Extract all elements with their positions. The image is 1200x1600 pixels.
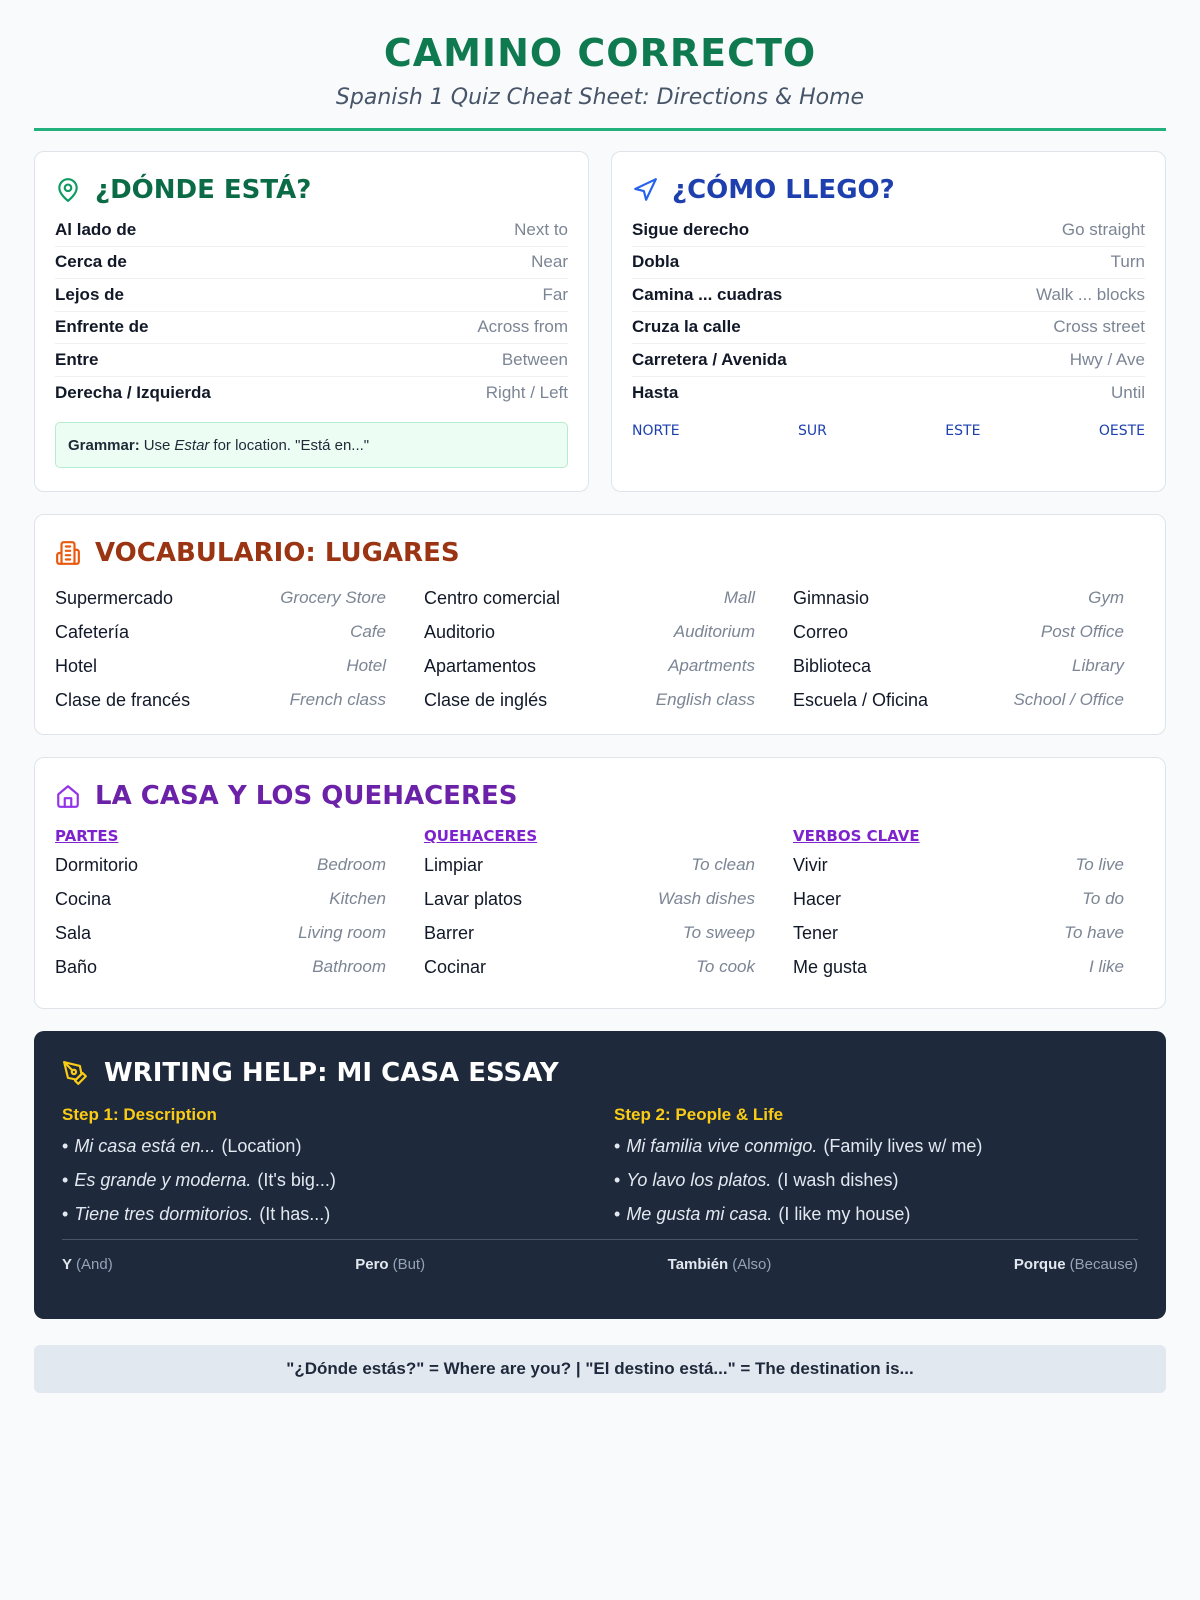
term-en: Bedroom (317, 855, 386, 874)
list-item (614, 1163, 1126, 1197)
list-item (55, 615, 386, 649)
term-es: Cerca de (55, 252, 127, 272)
phrase-es: Yo lavo los platos. (626, 1169, 772, 1190)
lugares-column (793, 581, 1124, 717)
writing-heading (62, 1057, 1138, 1089)
list-item (614, 1129, 1126, 1163)
grammar-post: for location. "Está en..." (213, 436, 370, 454)
list-item (55, 377, 568, 410)
bullet-dot: • (62, 1203, 69, 1224)
term-en: French class (289, 690, 386, 709)
grammar-label: Grammar: (68, 436, 140, 454)
casa-card (34, 757, 1166, 1009)
term-en: To sweep (682, 923, 755, 942)
phrase-es: Tiene tres dormitorios. (74, 1203, 254, 1224)
donde-heading (55, 174, 568, 206)
column-heading: PARTES (55, 827, 119, 845)
list-item (793, 683, 1124, 717)
lugares-card (34, 514, 1166, 735)
phrase-es: Es grande y moderna. (74, 1169, 252, 1190)
term-es: Lavar platos (424, 888, 523, 909)
connector-item (62, 1256, 113, 1273)
compass-east: ESTE (945, 423, 981, 439)
list-item (632, 312, 1145, 345)
term-es: Entre (55, 349, 99, 369)
list-item (424, 882, 755, 916)
term-en: Until (1110, 382, 1145, 402)
term-en: To live (1075, 855, 1124, 874)
phrase-es: Mi familia vive conmigo. (626, 1135, 818, 1156)
connector-en: (Also) (732, 1256, 772, 1273)
term-en: Cross street (1053, 317, 1145, 337)
como-heading (632, 174, 1145, 206)
writing-title: WRITING HELP: MI CASA ESSAY (104, 1058, 559, 1088)
grammar-note (55, 422, 568, 468)
term-en: Post Office (1040, 622, 1124, 641)
term-es: Apartamentos (424, 655, 537, 676)
term-en: Across from (477, 317, 568, 337)
term-en: Go straight (1061, 219, 1145, 239)
term-en: English class (655, 690, 755, 709)
list-item (55, 950, 386, 984)
list-item (632, 279, 1145, 312)
casa-heading (55, 780, 1145, 812)
casa-column-verbos (793, 812, 1124, 984)
term-es: Centro comercial (424, 587, 561, 608)
list-item (55, 916, 386, 950)
term-en: To clean (691, 855, 755, 874)
step-1 (62, 1105, 574, 1231)
top-row (34, 151, 1166, 492)
term-es: Carretera / Avenida (632, 349, 787, 369)
list-item (424, 950, 755, 984)
pen-tool-icon (62, 1060, 88, 1086)
map-pin-icon (55, 177, 81, 203)
step-2 (614, 1105, 1126, 1231)
bullet-dot: • (614, 1203, 621, 1224)
list-item (424, 683, 755, 717)
term-en: Wash dishes (657, 889, 755, 908)
term-es: Dormitorio (55, 854, 139, 875)
lugares-columns (55, 581, 1145, 717)
connector-en: (Because) (1069, 1256, 1138, 1273)
bullet-dot: • (614, 1135, 621, 1156)
term-en: Right / Left (485, 382, 568, 402)
term-es: Hotel (55, 655, 98, 676)
list-item (55, 247, 568, 280)
term-en: Library (1072, 656, 1124, 675)
bullet-dot: • (62, 1135, 69, 1156)
list-item (632, 247, 1145, 280)
term-es: Tener (793, 922, 839, 943)
page-title: CAMINO CORRECTO (383, 31, 817, 75)
term-en: Gym (1088, 588, 1124, 607)
term-en: Near (531, 252, 568, 272)
term-es: Vivir (793, 854, 828, 875)
term-es: Sala (55, 922, 92, 943)
phrase-en: (Family lives w/ me) (823, 1135, 983, 1156)
phrase-es: Mi casa está en... (74, 1135, 216, 1156)
term-es: Escuela / Oficina (793, 689, 929, 710)
term-en: To do (1082, 889, 1124, 908)
compass-north: NORTE (632, 423, 680, 439)
list-item (424, 916, 755, 950)
list-item (424, 649, 755, 683)
term-en: Apartments (668, 656, 755, 675)
step-heading: Step 1: Description (62, 1105, 217, 1124)
bullet-dot: • (614, 1169, 621, 1190)
connector-en: (And) (76, 1256, 113, 1273)
header-divider (34, 128, 1166, 131)
list-item (793, 581, 1124, 615)
column-heading: VERBOS CLAVE (793, 827, 920, 845)
term-en: Bathroom (312, 957, 386, 976)
term-en: Living room (298, 923, 386, 942)
term-es: Derecha / Izquierda (55, 382, 211, 402)
list-item (62, 1129, 574, 1163)
list-item (632, 344, 1145, 377)
compass-directions (632, 423, 1145, 439)
term-es: Al lado de (55, 219, 137, 239)
navigation-arrow-icon (632, 177, 658, 203)
list-item (424, 615, 755, 649)
list-item (793, 950, 1124, 984)
list-item (55, 882, 386, 916)
donde-card (34, 151, 589, 492)
term-en: Kitchen (329, 889, 386, 908)
casa-title: LA CASA Y LOS QUEHACERES (95, 781, 518, 811)
writing-help-card (34, 1031, 1166, 1319)
connector-words (62, 1256, 1138, 1273)
writing-steps (62, 1105, 1138, 1231)
connector-item (668, 1256, 772, 1273)
term-es: Barrer (424, 922, 475, 943)
term-es: Cocina (55, 888, 112, 909)
term-en: Walk ... blocks (1036, 284, 1145, 304)
list-item (793, 649, 1124, 683)
building-icon (55, 540, 81, 566)
connector-es: También (667, 1256, 729, 1273)
phrase-en: (I like my house) (778, 1203, 911, 1224)
compass-west: OESTE (1098, 423, 1145, 439)
term-en: Hotel (346, 656, 386, 675)
phrase-en: (I wash dishes) (777, 1169, 899, 1190)
term-en: Hwy / Ave (1069, 349, 1145, 369)
connector-item (355, 1256, 425, 1273)
term-es: Dobla (632, 252, 680, 272)
term-en: To cook (696, 957, 755, 976)
list-item (632, 377, 1145, 410)
term-es: Enfrente de (55, 317, 149, 337)
footer-note: "¿Dónde estás?" = Where are you? | "El destino está..." = The destination is... (34, 1345, 1166, 1393)
list-item (55, 344, 568, 377)
term-en: Next to (514, 219, 568, 239)
connector-divider (62, 1239, 1138, 1240)
phrase-es: Me gusta mi casa. (626, 1203, 773, 1224)
phrase-en: (It has...) (259, 1203, 331, 1224)
term-es: Hasta (632, 382, 679, 402)
lugares-column (55, 581, 386, 717)
casa-columns (55, 812, 1145, 984)
lugares-title: VOCABULARIO: LUGARES (95, 538, 460, 568)
connector-en: (But) (392, 1256, 426, 1273)
casa-column-quehaceres (424, 812, 755, 984)
term-es: Baño (55, 956, 98, 977)
como-card (611, 151, 1166, 492)
term-en: Mall (723, 588, 755, 607)
list-item (55, 649, 386, 683)
list-item (62, 1197, 574, 1231)
list-item (793, 615, 1124, 649)
header (34, 0, 1166, 131)
term-es: Supermercado (55, 587, 174, 608)
term-es: Sigue derecho (632, 219, 750, 239)
list-item (793, 848, 1124, 882)
term-en: School / Office (1013, 690, 1124, 709)
list-item (614, 1197, 1126, 1231)
donde-list (55, 214, 568, 409)
term-es: Hacer (793, 888, 842, 909)
term-es: Cocinar (424, 956, 487, 977)
column-heading: QUEHACERES (424, 827, 538, 845)
connector-es: Pero (355, 1256, 389, 1273)
term-en: Far (542, 284, 568, 304)
phrase-en: (It's big...) (257, 1169, 336, 1190)
term-en: Cafe (350, 622, 386, 641)
term-es: Correo (793, 621, 849, 642)
lugares-heading (55, 537, 1145, 569)
term-es: Me gusta (793, 956, 868, 977)
term-en: Between (501, 349, 568, 369)
connector-es: Y (62, 1256, 73, 1273)
term-es: Camina ... cuadras (632, 284, 783, 304)
term-es: Gimnasio (793, 587, 870, 608)
term-es: Clase de francés (55, 689, 191, 710)
como-list (632, 214, 1145, 409)
list-item (632, 214, 1145, 247)
compass-south: SUR (798, 423, 827, 439)
term-es: Cruza la calle (632, 317, 741, 337)
list-item (62, 1163, 574, 1197)
lugares-column (424, 581, 755, 717)
como-title: ¿CÓMO LLEGO? (672, 175, 895, 205)
step-heading: Step 2: People & Life (614, 1105, 784, 1124)
list-item (55, 214, 568, 247)
donde-title: ¿DÓNDE ESTÁ? (95, 175, 312, 205)
home-icon (55, 783, 81, 809)
term-en: Grocery Store (280, 588, 386, 607)
casa-column-partes (55, 812, 386, 984)
term-es: Lejos de (55, 284, 124, 304)
grammar-verb: Estar (174, 436, 210, 454)
term-en: I like (1089, 957, 1124, 976)
list-item (793, 916, 1124, 950)
list-item (424, 581, 755, 615)
list-item (55, 279, 568, 312)
page-subtitle: Spanish 1 Quiz Cheat Sheet: Directions & Home (335, 85, 865, 110)
list-item (793, 882, 1124, 916)
list-item (55, 312, 568, 345)
bullet-dot: • (62, 1169, 69, 1190)
term-es: Biblioteca (793, 655, 872, 676)
term-es: Limpiar (424, 854, 484, 875)
term-es: Cafetería (55, 621, 130, 642)
list-item (424, 848, 755, 882)
list-item (55, 848, 386, 882)
term-es: Auditorio (424, 621, 496, 642)
grammar-pre: Use (143, 436, 171, 454)
connector-es: Porque (1013, 1256, 1066, 1273)
term-en: Auditorium (673, 622, 755, 641)
list-item (55, 581, 386, 615)
connector-item (1014, 1256, 1138, 1273)
term-en: To have (1064, 923, 1124, 942)
phrase-en: (Location) (221, 1135, 302, 1156)
term-en: Turn (1110, 252, 1145, 272)
term-es: Clase de inglés (424, 689, 548, 710)
list-item (55, 683, 386, 717)
